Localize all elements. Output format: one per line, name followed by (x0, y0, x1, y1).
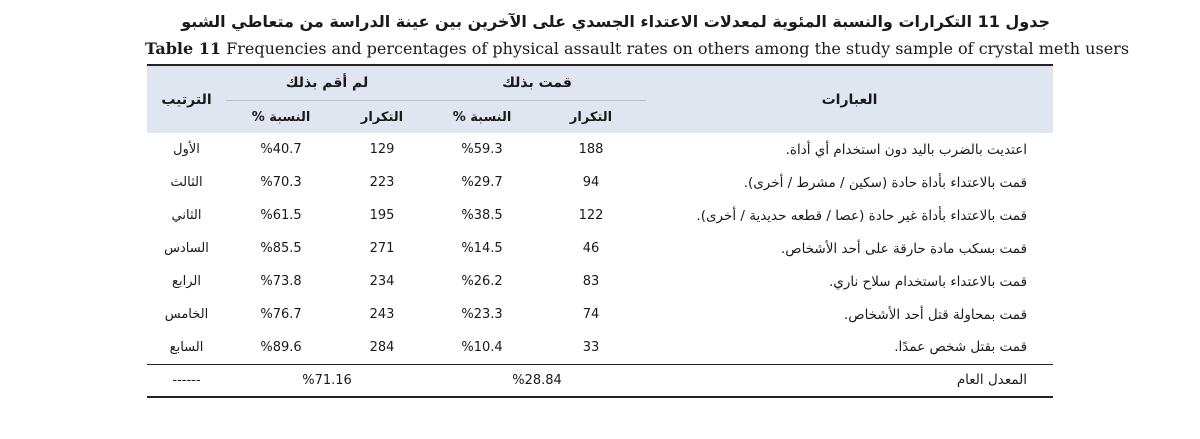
cell-statement: اعتديت بالضرب باليد دون استخدام أي أداة. (785, 141, 1028, 158)
cell-not-percent: %89.6 (260, 339, 302, 355)
cell-not-percent: %61.5 (260, 208, 302, 223)
table-title-arabic-text: التكرارات والنسبة المئوية لمعدلات الاعتداء الجسدي على الآخرين بين عينة الدراسة من متعاطي الشبو (181, 12, 972, 31)
header-not-percent: النسبة % (226, 101, 336, 134)
header-did-percent: النسبة % (428, 101, 536, 134)
summary-did-average: %28.84 (428, 364, 646, 397)
cell-not-frequency: 271 (369, 241, 395, 256)
cell-did-frequency: 74 (582, 307, 600, 322)
cell-did-frequency: 83 (582, 274, 600, 289)
summary-rank: ------ (147, 364, 226, 397)
table-row (147, 298, 1053, 331)
cell-rank: الثالث (170, 175, 203, 190)
cell-rank: السابع (169, 339, 204, 355)
cell-did-frequency: 122 (578, 208, 604, 223)
table-title-english-text: Frequencies and percentages of physical assault rates on others among the study sample of crystal meth users (226, 39, 1130, 58)
cell-not-percent: %73.8 (260, 274, 302, 289)
cell-did-frequency: 46 (582, 241, 600, 256)
header-row-top (147, 65, 1053, 101)
cell-did-frequency: 33 (582, 339, 600, 355)
header-statements: العبارات (646, 65, 1053, 133)
cell-not-percent: %40.7 (260, 142, 302, 157)
cell-rank: الثاني (171, 208, 202, 223)
cell-rank: الأول (173, 142, 200, 157)
cell-did-percent: %38.5 (461, 208, 503, 223)
cell-not-frequency: 195 (369, 208, 395, 223)
cell-not-percent: %76.7 (260, 307, 302, 322)
header-did-frequency: التكرار (536, 101, 646, 134)
table-title-arabic (181, 12, 1050, 31)
cell-not-frequency: 129 (369, 142, 395, 157)
table-title-english (145, 39, 1129, 58)
data-table (147, 64, 1053, 398)
cell-statement: قمت بالاعتداء بأداة غير حادة (عصا / قطعه حديدية / أخرى). (696, 207, 1028, 224)
cell-did-percent: %59.3 (461, 142, 503, 157)
header-rank: الترتيب (147, 65, 226, 133)
table-label-arabic: جدول 11 (977, 12, 1050, 31)
cell-not-percent: %85.5 (260, 241, 302, 256)
table-row (147, 199, 1053, 232)
summary-row (147, 364, 1053, 397)
cell-statement: قمت بالاعتداء باستخدام سلاح ناري. (828, 273, 1028, 290)
table-row (147, 133, 1053, 166)
header-did-not: لم أقم بذلك (226, 65, 428, 101)
cell-statement: قمت بالاعتداء بأداة حادة (سكين / مشرط / أخرى). (743, 174, 1028, 191)
cell-did-frequency: 188 (578, 142, 604, 157)
summary-label: المعدل العام (646, 364, 1053, 397)
table-row (147, 166, 1053, 199)
cell-statement: قمت بمحاولة قتل أحد الأشخاص. (843, 306, 1028, 323)
cell-rank: السادس (164, 241, 209, 256)
cell-not-frequency: 284 (369, 339, 395, 355)
cell-rank: الخامس (164, 307, 209, 322)
cell-statement: قمت بسكب مادة حارقة على أحد الأشخاص. (780, 240, 1028, 257)
table-label-english: Table 11 (145, 39, 222, 58)
header-not-frequency: التكرار (336, 101, 428, 134)
table-row (147, 331, 1053, 364)
cell-did-percent: %23.3 (461, 307, 503, 322)
cell-did-percent: %14.5 (461, 241, 503, 256)
cell-did-percent: %26.2 (461, 274, 503, 289)
table-row (147, 265, 1053, 298)
cell-rank: الرابع (172, 274, 201, 289)
cell-not-frequency: 234 (369, 274, 395, 289)
cell-did-percent: %29.7 (461, 175, 503, 190)
header-did-it: قمت بذلك (428, 65, 646, 101)
cell-did-percent: %10.4 (461, 339, 503, 355)
cell-not-frequency: 243 (369, 307, 395, 322)
table-row (147, 232, 1053, 265)
cell-not-frequency: 223 (369, 175, 395, 190)
summary-not-average: %71.16 (226, 364, 428, 397)
cell-not-percent: %70.3 (260, 175, 302, 190)
cell-statement: قمت بقتل شخص عمدًا. (894, 339, 1028, 356)
cell-did-frequency: 94 (582, 175, 600, 190)
